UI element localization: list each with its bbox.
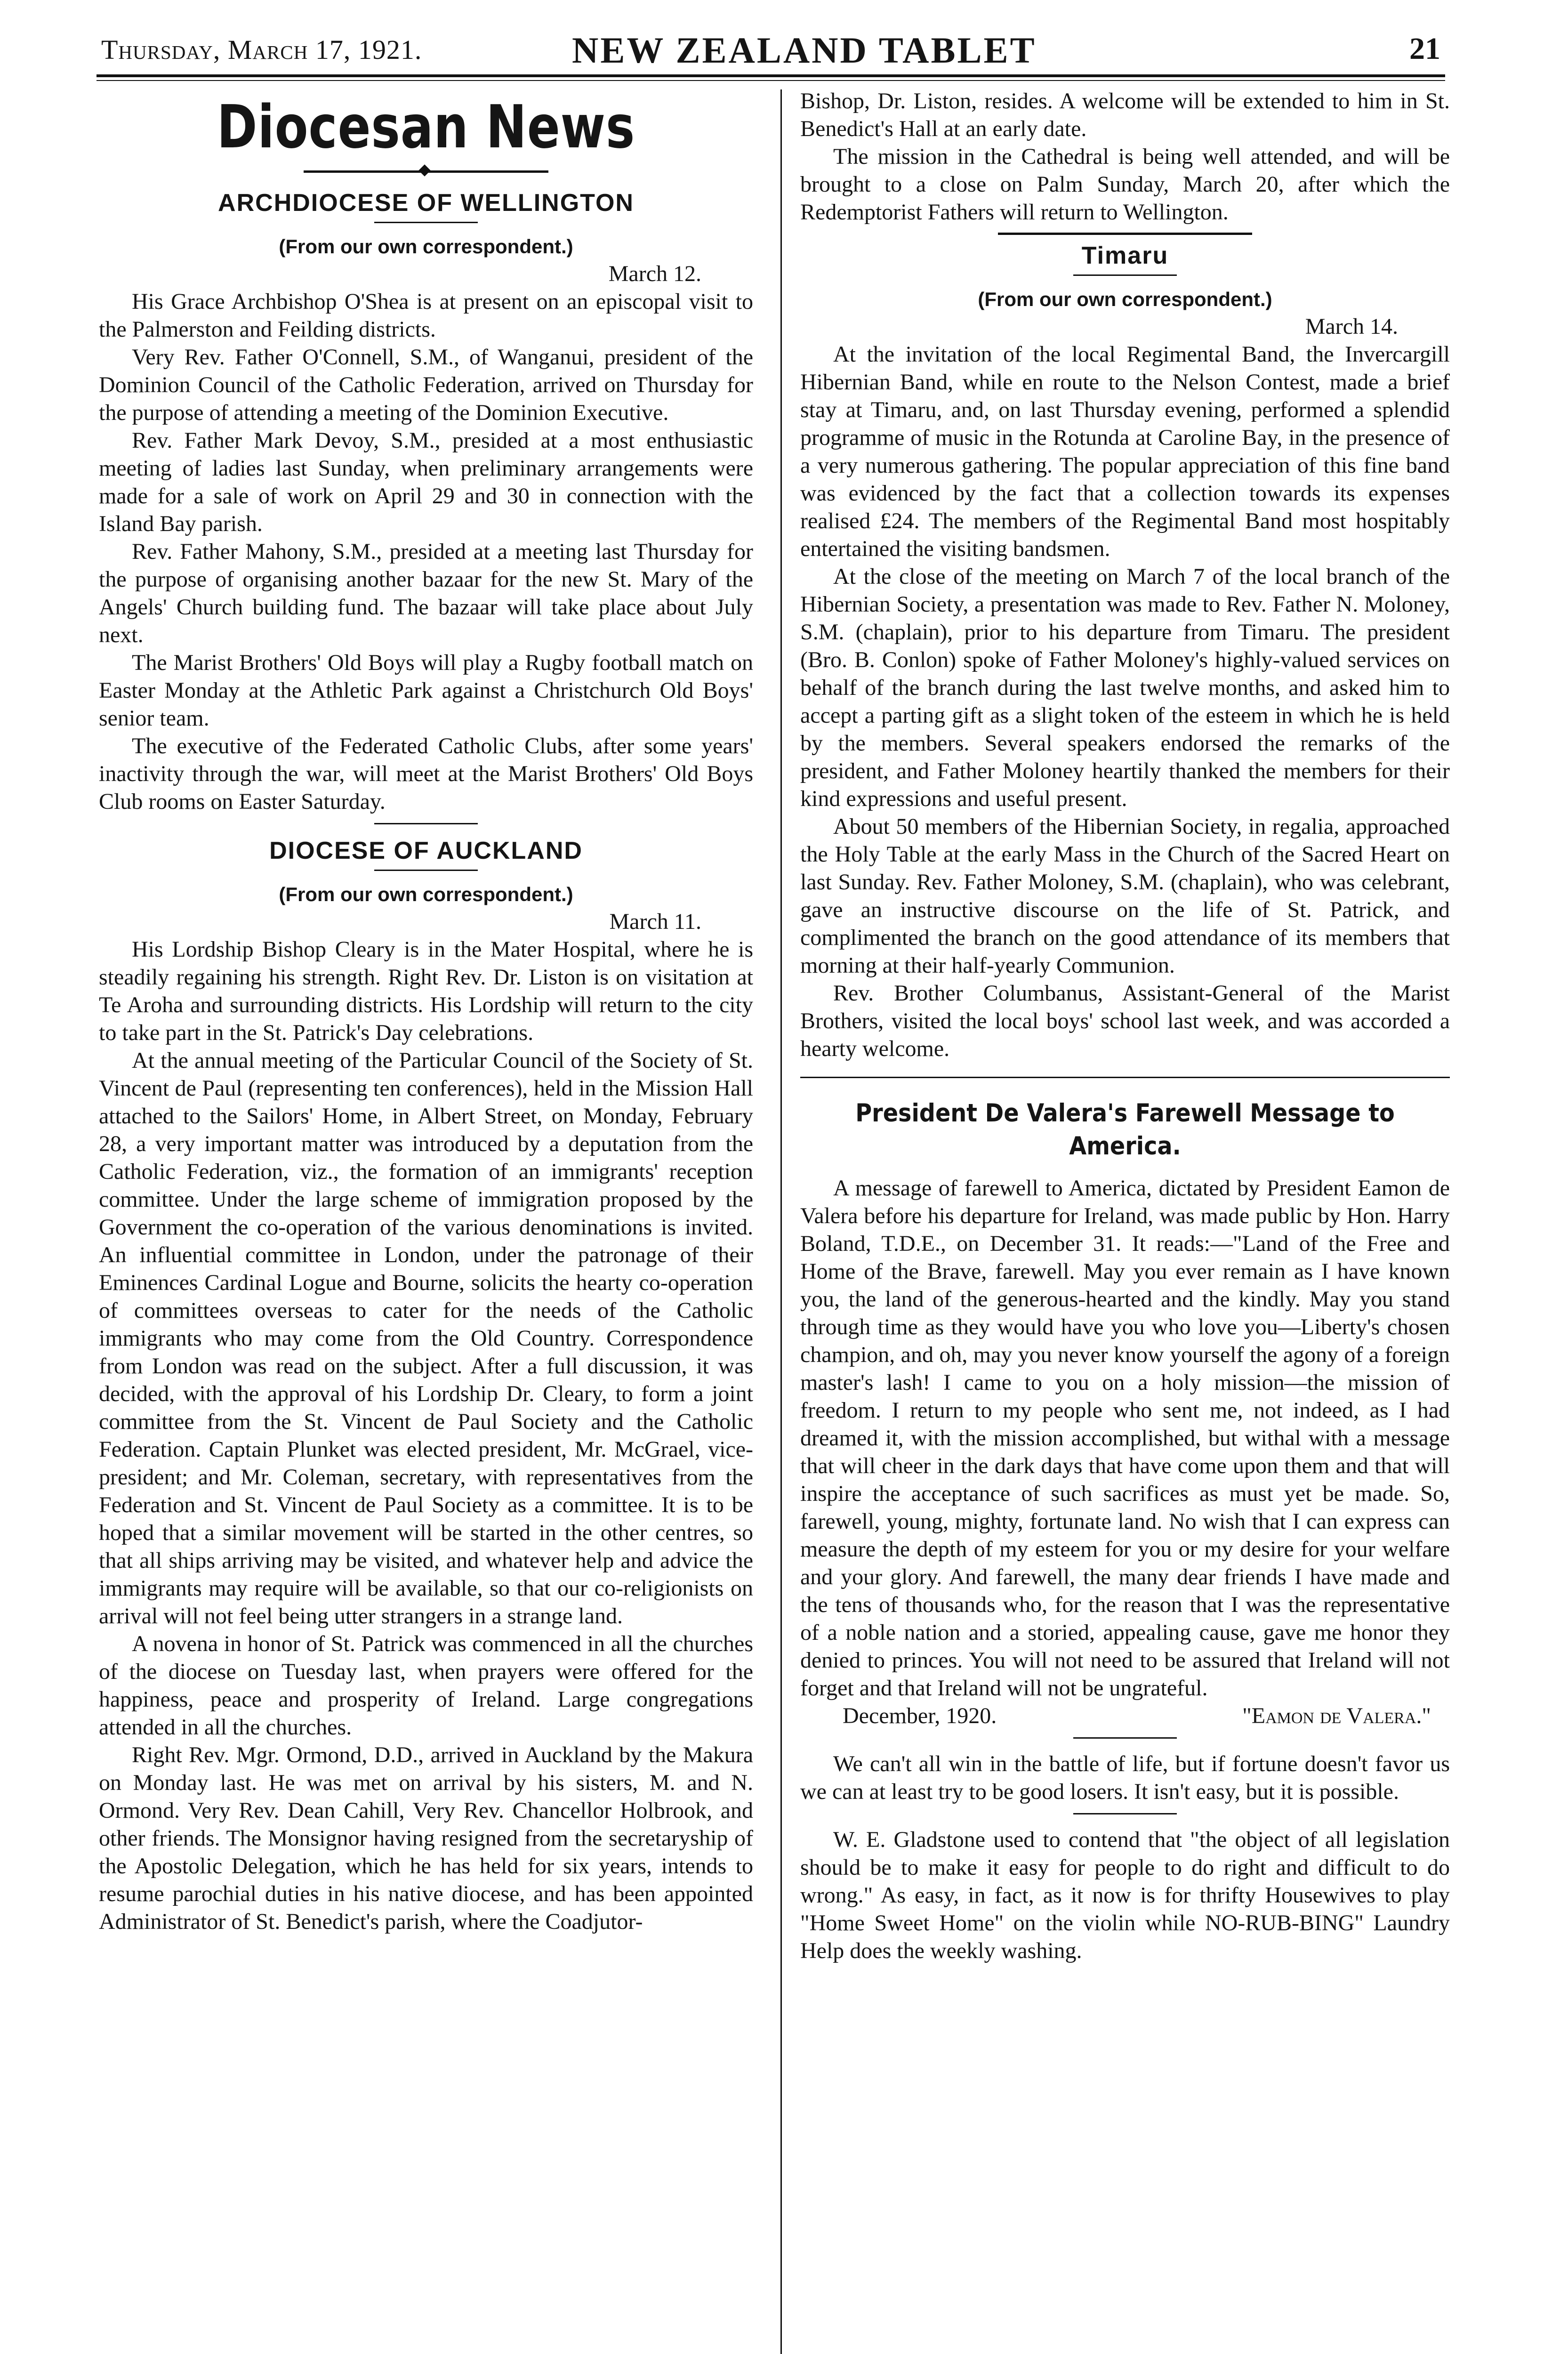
filler-paragraph: We can't all win in the battle of life, but if fortune doesn't favor us we can at least try to be good losers. It isn't easy, but it is possible. <box>800 1751 1450 1804</box>
timaru-paragraph: Rev. Brother Columbanus, Assistant-General of the Marist Brothers, visited the local boys' school last week, and was accorded a hearty welcome. <box>800 981 1450 1061</box>
devalera-title: President De Valera's Farewell Message to America. <box>855 1099 1395 1161</box>
publication-title: NEW ZEALAND TABLET <box>572 30 1037 71</box>
article-divider <box>800 1077 1450 1078</box>
auckland-paragraph: His Lordship Bishop Cleary is in the Mater Hospital, where he is steadily regaining his strength. Right Rev. Dr. Liston is on visitation at Te Aroha and surrounding districts. His Lordship will return to the city to take part in the St. Patrick's Day celebrations. <box>99 937 753 1045</box>
timaru-correspondent: (From our own correspondent.) <box>978 288 1272 310</box>
section-masthead: Diocesan News <box>217 92 635 161</box>
auckland-paragraph: A novena in honor of St. Patrick was commenced in all the churches of the diocese on Tuesday last, when prayers were offered for the happiness, peace and prosperity of Ireland. Large congregations attended in all the churches. <box>99 1631 753 1740</box>
auckland-date: March 11. <box>609 909 701 934</box>
timaru-title: Timaru <box>1081 242 1169 269</box>
continuation-paragraph: The mission in the Cathedral is being well attended, and will be brought to a close on Palm Sunday, March 20, after which the Redemptorist Fathers will return to Wellington. <box>800 144 1450 225</box>
filler-rule <box>1073 1813 1177 1814</box>
page-number: 21 <box>1409 32 1440 66</box>
title-rule <box>1073 274 1177 276</box>
section-rule <box>374 823 478 824</box>
continuation-paragraph: Bishop, Dr. Liston, resides. A welcome will be extended to him in St. Benedict's Hall at an early date. <box>800 89 1450 141</box>
right-column <box>800 87 1450 1965</box>
signature-name: "Eamon de Valera." <box>1242 1703 1431 1728</box>
timaru-paragraph: About 50 members of the Hibernian Society, in regalia, approached the Holy Table at the early Mass in the Church of the Sacred Heart on last Sunday. Rev. Father Moloney, S.M. (chaplain), who was celebrant, gave an instructive discourse on the life of St. Patrick, and complimented the branch on the good attendance of its members that morning at their half-yearly Communion. <box>800 814 1450 978</box>
wellington-paragraph: The executive of the Federated Catholic Clubs, after some years' inactivity through the war, will meet at the Marist Brothers' Old Boys Club rooms on Easter Saturday. <box>99 734 753 814</box>
devalera-signature <box>800 1702 1450 1730</box>
masthead-ornament <box>304 166 548 177</box>
auckland-paragraph: At the annual meeting of the Particular Council of the Society of St. Vincent de Paul (representing ten conferences), held in the Mission Hall attached to the Sailors' Home, in Albert Street, on Monday, February 28, a very important matter was introduced by a deputation from the Catholic Federation, viz., the formation of an immigrants' reception committee. Under the large scheme of immigration proposed by the Government the co-operation of the various denominations is invited. An influential committee in London, under the patronage of their Eminences Cardinal Logue and Bourne, solicits the hearty co-operation of committees overseas to cater for the needs of the Catholic immigrants who may come from the Old Country. Correspondence from London was read on the subject. After a full discussion, it was decided, with the approval of his Lordship Dr. Cleary, to form a joint committee from the St. Vincent de Paul Society and the Catholic Federation. Captain Plunket was elected president, Mr. McGrael, vice-president; and Mr. Coleman, secretary, with representatives from the Federation and St. Vincent de Paul Society as a committee. It is to be hoped that a similar movement will be started in the other centres, so that all ships arriving may be visited, and whatever help and advice the immigrants may require will be available, so that our co-religionists on arrival will not feel being utter strangers in a strange land. <box>99 1048 753 1628</box>
timaru-paragraph: At the invitation of the local Regimental Band, the Invercargill Hibernian Band, while en route to the Nelson Contest, made a brief stay at Timaru, and, on last Thursday evening, performed a splendid programme of music in the Rotunda at Caroline Bay, in the presence of a very numerous gathering. The popular appreciation of this fine band was evidenced by the fact that a collection towards its expenses realised £24. The members of the Regimental Band most hospitably entertained the visiting bandsmen. <box>800 342 1450 561</box>
wellington-paragraph: Rev. Father Mark Devoy, S.M., presided at a most enthusiastic meeting of ladies last Sunday, when preliminary arrangements were made for a sale of work on April 29 and 30 in connection with the Island Bay parish. <box>99 428 753 536</box>
title-rule <box>374 222 478 223</box>
wellington-paragraph: The Marist Brothers' Old Boys will play a Rugby football match on Easter Monday at the Athletic Park against a Christchurch Old Boys' senior team. <box>99 650 753 731</box>
column-divider <box>780 89 782 2354</box>
left-column <box>99 87 753 1935</box>
page-header <box>96 29 1445 71</box>
devalera-paragraph: A message of farewell to America, dictated by President Eamon de Valera before his departure for Ireland, was made public by Hon. Harry Boland, T.D.E., on December 31. It reads:—"Land of the Free and Home of the Brave, farewell. May you ever remain as I have known you, the land of the generous-hearted and the kindly. May you stand through time as they would have you who love you—Liberty's chosen champion, and oh, may you never know yourself the agony of a foreign master's lash! I came to you on a holy mission—the mission of freedom. I return to my people who sent me, not indeed, as I had dreamed it, with the mission accomplished, but withal with a message that will cheer in the dark days that have come upon them and that will inspire the acceptance of such sacrifices as must yet be made. So, farewell, young, mighty, fortunate land. No wish that I can express can measure the depth of my esteem for you or my desire for your welfare and your glory. And farewell, the many dear friends I have made and the tens of thousands who, for the reason that I was the representative of a noble nation and a storied, appealing cause, gave me honor they denied to princes. You will not need to be assured that Ireland will not forget and that Ireland will not be ungrateful. <box>800 1176 1450 1701</box>
auckland-title: DIOCESE OF AUCKLAND <box>269 837 583 864</box>
wellington-title: ARCHDIOCESE OF WELLINGTON <box>218 189 634 217</box>
signature-date: December, 1920. <box>843 1703 997 1728</box>
title-rule <box>374 870 478 871</box>
issue-date: Thursday, March 17, 1921. <box>101 34 422 65</box>
auckland-paragraph: Right Rev. Mgr. Ormond, D.D., arrived in Auckland by the Makura on Monday last. He was met on arrival by his sisters, M. and N. Ormond. Very Rev. Dean Cahill, Very Rev. Chancellor Holbrook, and other friends. The Monsignor having resigned from the secretaryship of the Apostolic Delegation, which he has held for six years, intends to resume parochial duties in his native diocese, and has been appointed Administrator of St. Benedict's parish, where the Coadjutor- <box>99 1742 753 1934</box>
auckland-correspondent: (From our own correspondent.) <box>279 883 573 905</box>
wellington-paragraph: His Grace Archbishop O'Shea is at present on an episcopal visit to the Palmerston and Feilding districts. <box>99 289 753 342</box>
wellington-correspondent: (From our own correspondent.) <box>279 235 573 258</box>
filler-paragraph: W. E. Gladstone used to contend that "the object of all legislation should be to make it easy for people to do right and difficult to do wrong." As easy, in fact, as it now is for thrifty Housewives to play "Home Sweet Home" on the violin while NO-RUB-BING" Laundry Help does the weekly washing. <box>800 1827 1450 1963</box>
section-rule <box>998 233 1252 235</box>
timaru-paragraph: At the close of the meeting on March 7 of the local branch of the Hibernian Society, a presentation was made to Rev. Father N. Moloney, S.M. (chaplain), prior to his departure from Timaru. The president (Bro. B. Conlon) spoke of Father Moloney's highly-valued services on behalf of the branch during the last twelve months, and asked him to accept a parting gift as a slight token of the esteem in which he is held by the members. Several speakers endorsed the remarks of the president, and Father Moloney heartily thanked the members for their kind expressions and useful present. <box>800 564 1450 811</box>
wellington-paragraph: Very Rev. Father O'Connell, S.M., of Wanganui, president of the Dominion Council of the Catholic Federation, arrived on Thursday for the purpose of attending a meeting of the Dominion Executive. <box>99 345 753 425</box>
wellington-date: March 12. <box>608 261 701 286</box>
header-rule-thin <box>96 80 1445 81</box>
header-rule <box>96 74 1445 77</box>
filler-rule <box>1073 1737 1177 1739</box>
wellington-paragraph: Rev. Father Mahony, S.M., presided at a meeting last Thursday for the purpose of organising another bazaar for the new St. Mary of the Angels' Church building fund. The bazaar will take place about July next. <box>99 539 753 647</box>
timaru-date: March 14. <box>1305 314 1398 339</box>
